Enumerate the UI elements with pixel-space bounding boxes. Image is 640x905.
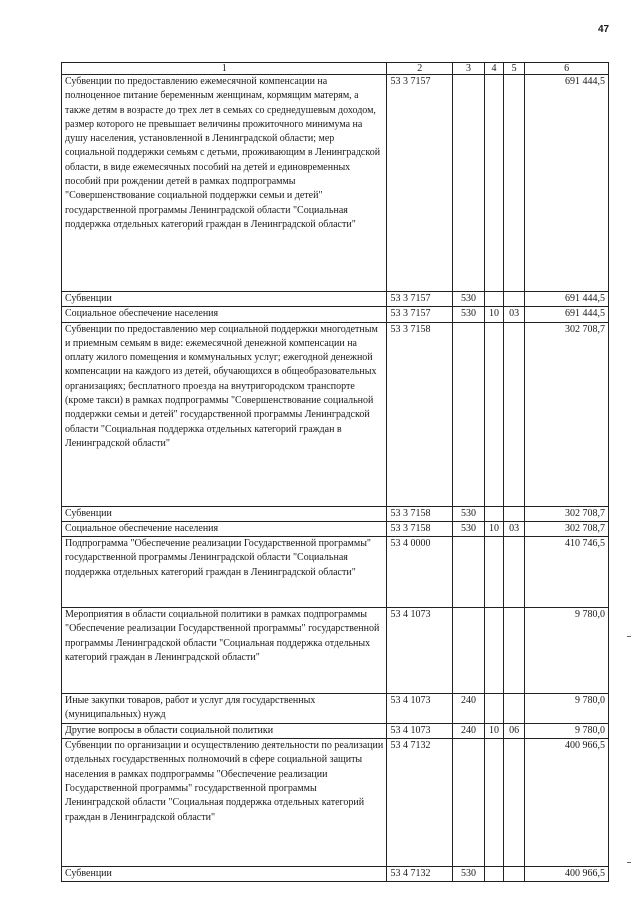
row-rz-cell (484, 867, 503, 882)
row-code-cell: 53 4 1073 (387, 608, 453, 694)
row-vr-cell: 530 (453, 292, 485, 307)
row-rz-cell (484, 608, 503, 694)
table-body (62, 75, 609, 882)
row-pr-cell (504, 506, 525, 521)
row-amount-cell: 9 780,0 (525, 608, 609, 694)
row-vr-cell: 530 (453, 506, 485, 521)
column-header: 5 (504, 63, 525, 75)
row-rz-cell (484, 292, 503, 307)
row-pr-cell (504, 322, 525, 506)
row-vr-cell (453, 75, 485, 292)
row-name-cell: Мероприятия в области социальной политики в рамках подпрограммы "Обеспечение реализации Государственной программы" государственной программы Ленинградской области "Социальная поддержка отдельных категорий граждан в Ленинградской области" (62, 608, 387, 694)
margin-mark (627, 862, 631, 863)
row-code-cell: 53 4 0000 (387, 537, 453, 608)
row-rz-cell: 10 (484, 723, 503, 738)
table-row (62, 739, 609, 867)
row-code-cell: 53 3 7158 (387, 506, 453, 521)
row-pr-cell: 06 (504, 723, 525, 738)
row-name-cell: Другие вопросы в области социальной политики (62, 723, 387, 738)
row-rz-cell (484, 506, 503, 521)
row-name-cell: Субвенции (62, 506, 387, 521)
row-amount-cell: 9 780,0 (525, 723, 609, 738)
row-vr-cell: 530 (453, 307, 485, 322)
table-row (62, 608, 609, 694)
row-vr-cell: 530 (453, 867, 485, 882)
column-header: 4 (484, 63, 503, 75)
row-rz-cell: 10 (484, 307, 503, 322)
column-header: 1 (62, 63, 387, 75)
row-amount-cell: 400 966,5 (525, 739, 609, 867)
row-rz-cell (484, 537, 503, 608)
row-vr-cell: 530 (453, 521, 485, 536)
row-vr-cell (453, 739, 485, 867)
row-name-cell: Иные закупки товаров, работ и услуг для государственных (муниципальных) нужд (62, 694, 387, 724)
table-row (62, 307, 609, 322)
row-pr-cell (504, 292, 525, 307)
row-name-cell: Субвенции по предоставлению мер социальной поддержки многодетным и приемным семьям в виде: ежемесячной денежной компенсации на оплату жилого помещения и коммунальных услуг; ежегодной денежной компенсации на каждого из детей, обучающихся в общеобразовательных организациях; бесплатного проезда на внутригородском транспорте (кроме такси) в рамках подпрограммы "Совершенствование социальной поддержки семьи и детей" государственной программы Ленинградской области "Социальная поддержка отдельных категорий граждан в Ленинградской области" (62, 322, 387, 506)
table-header-row (62, 63, 609, 75)
row-pr-cell (504, 75, 525, 292)
table-row (62, 723, 609, 738)
row-vr-cell (453, 537, 485, 608)
row-name-cell: Субвенции (62, 867, 387, 882)
table-row (62, 867, 609, 882)
row-vr-cell: 240 (453, 723, 485, 738)
row-name-cell: Социальное обеспечение населения (62, 521, 387, 536)
column-header: 6 (525, 63, 609, 75)
row-amount-cell: 302 708,7 (525, 322, 609, 506)
page-number: 47 (598, 24, 610, 35)
table-row (62, 75, 609, 292)
table-row (62, 506, 609, 521)
row-amount-cell: 691 444,5 (525, 307, 609, 322)
table-row (62, 292, 609, 307)
row-code-cell: 53 3 7158 (387, 322, 453, 506)
row-pr-cell: 03 (504, 307, 525, 322)
row-pr-cell (504, 608, 525, 694)
column-header: 3 (453, 63, 485, 75)
row-vr-cell (453, 608, 485, 694)
row-pr-cell: 03 (504, 521, 525, 536)
row-name-cell: Подпрограмма "Обеспечение реализации Государственной программы" государственной программы Ленинградской области "Социальная поддержка отдельных категорий граждан в Ленинградской области" (62, 537, 387, 608)
row-vr-cell: 240 (453, 694, 485, 724)
row-pr-cell (504, 739, 525, 867)
row-amount-cell: 9 780,0 (525, 694, 609, 724)
row-amount-cell: 410 746,5 (525, 537, 609, 608)
row-rz-cell (484, 322, 503, 506)
row-code-cell: 53 4 7132 (387, 739, 453, 867)
row-rz-cell (484, 75, 503, 292)
budget-table (61, 62, 609, 882)
table-row (62, 537, 609, 608)
row-code-cell: 53 3 7157 (387, 307, 453, 322)
table-row (62, 694, 609, 724)
row-pr-cell (504, 867, 525, 882)
row-amount-cell: 400 966,5 (525, 867, 609, 882)
row-name-cell: Субвенции (62, 292, 387, 307)
row-code-cell: 53 3 7158 (387, 521, 453, 536)
row-name-cell: Субвенции по организации и осуществлению деятельности по реализации отдельных государственных полномочий в сфере социальной защиты населения в рамках подпрограммы "Обеспечение реализации Государственной программы" государственной программы Ленинградской области "Социальная поддержка отдельных категорий граждан в Ленинградской области" (62, 739, 387, 867)
row-vr-cell (453, 322, 485, 506)
row-rz-cell (484, 694, 503, 724)
table-row (62, 322, 609, 506)
row-amount-cell: 691 444,5 (525, 75, 609, 292)
row-pr-cell (504, 537, 525, 608)
margin-mark (627, 636, 631, 637)
row-amount-cell: 302 708,7 (525, 521, 609, 536)
row-amount-cell: 691 444,5 (525, 292, 609, 307)
column-header: 2 (387, 63, 453, 75)
table-row (62, 521, 609, 536)
row-rz-cell (484, 739, 503, 867)
row-name-cell: Субвенции по предоставлению ежемесячной компенсации на полноценное питание беременным женщинам, кормящим матерям, а также детям в возрасте до трех лет в семьях со среднедушевым доходом, размер которого не превышает величины прожиточного минимума на душу населения, установленной в Ленинградской области; мер социальной поддержки семьям с детьми, проживающим в Ленинградской области, в виде ежемесячных пособий на детей и единовременных пособий при рождении детей в рамках подпрограммы "Совершенствование социальной поддержки семьи и детей" государственной программы Ленинградской области "Социальная поддержка отдельных категорий граждан в Ленинградской области" (62, 75, 387, 292)
row-code-cell: 53 4 7132 (387, 867, 453, 882)
row-amount-cell: 302 708,7 (525, 506, 609, 521)
row-code-cell: 53 3 7157 (387, 292, 453, 307)
row-code-cell: 53 4 1073 (387, 723, 453, 738)
row-pr-cell (504, 694, 525, 724)
row-rz-cell: 10 (484, 521, 503, 536)
row-name-cell: Социальное обеспечение населения (62, 307, 387, 322)
row-code-cell: 53 3 7157 (387, 75, 453, 292)
row-code-cell: 53 4 1073 (387, 694, 453, 724)
